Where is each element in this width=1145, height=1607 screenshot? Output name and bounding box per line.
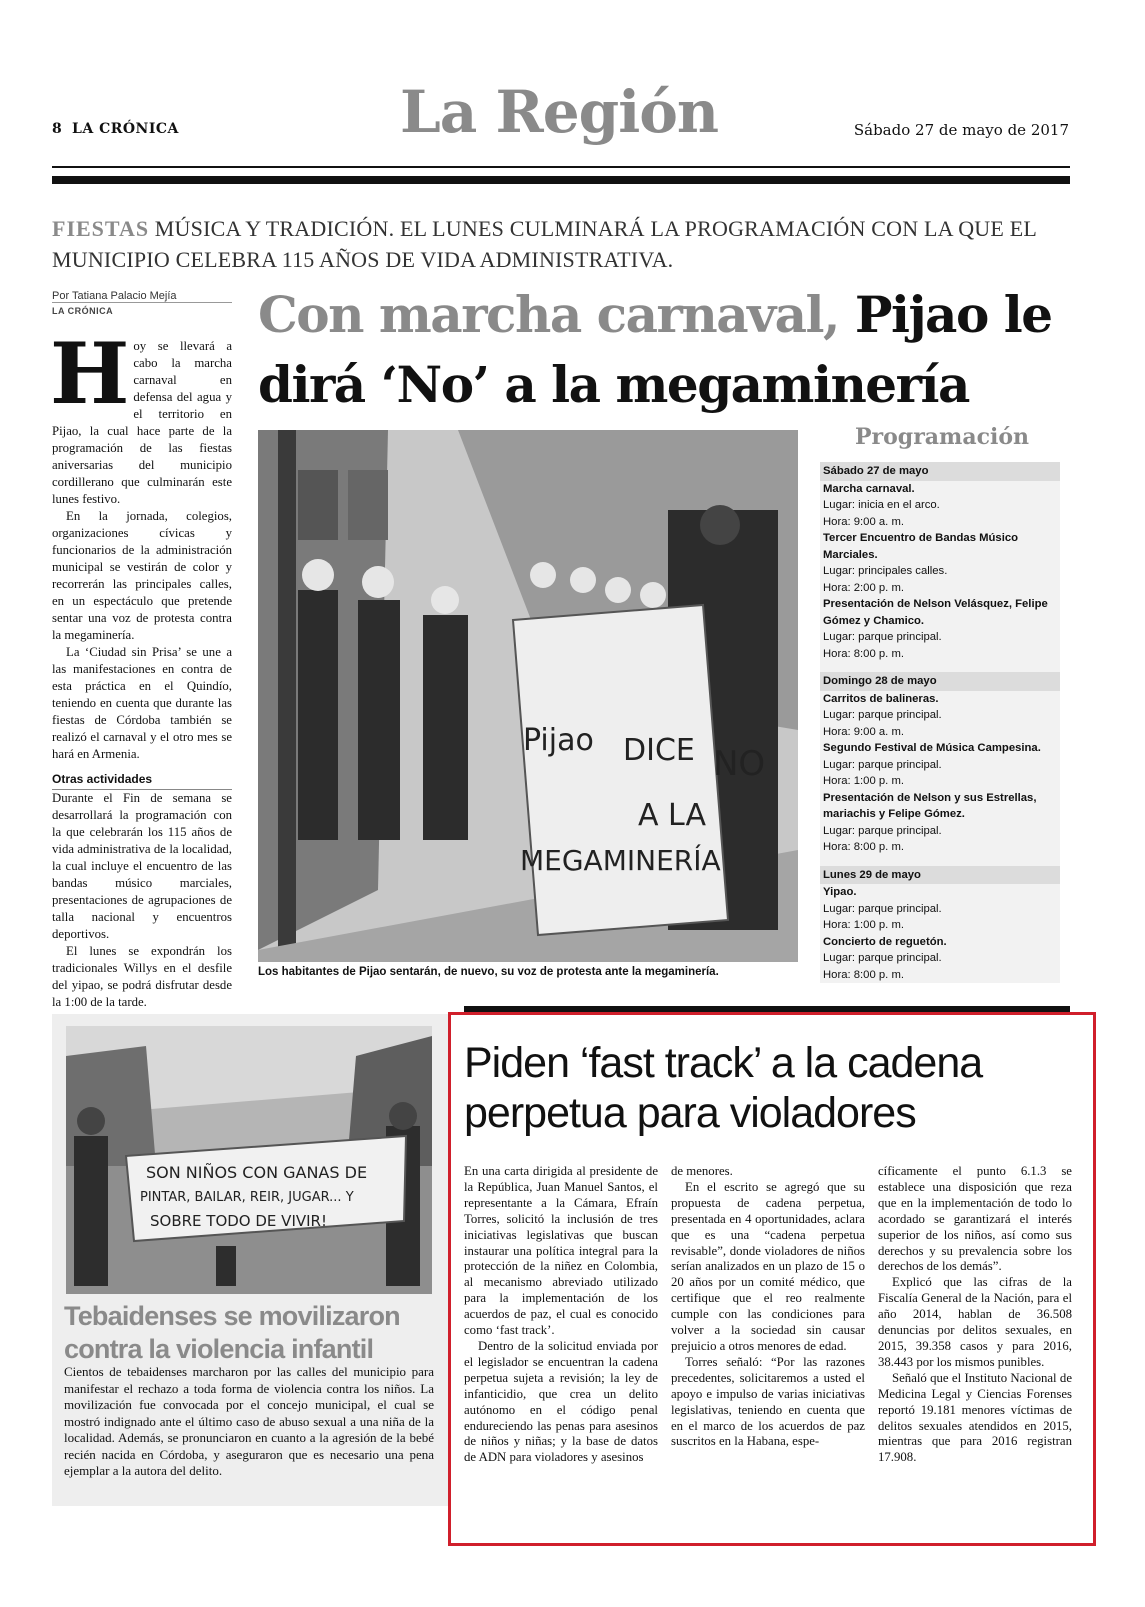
paragraph: En el escrito se agregó que su propuesta de cadena perpetua, presentada en 4 oportunidades, aclara que es una “cadena perpetua revisable”, donde violadores de niños serían analizados en un plazo de 15 o 20 años por un comité médico, que certifique que el reo realmente cumple con las condiciones para volver a la sociedad sin causar prejuicio a otros menores de edad. [671, 1179, 865, 1353]
program-detail: Hora: 1:00 p. m. [823, 775, 904, 787]
program-event: Tercer Encuentro de Bandas Músico Marciales. [823, 532, 1019, 561]
program-detail: Hora: 1:00 p. m. [823, 919, 904, 931]
paragraph: Señaló que el Instituto Nacional de Medicina Legal y Ciencias Forenses reportó 19.181 menores víctimas de delitos sexuales atendidos en 2015, mientras que para 2016 registran 17.908. [878, 1370, 1072, 1465]
program-detail: Lugar: parque principal. [823, 709, 942, 721]
photo1-banner-word-2: DICE [623, 733, 695, 768]
main-headline [258, 280, 1078, 420]
program-day: Domingo 28 de mayo [820, 672, 1060, 691]
program-event: Segundo Festival de Música Campesina. [823, 742, 1041, 754]
program-detail: Hora: 9:00 a. m. [823, 725, 904, 738]
issue-date: Sábado 27 de mayo de 2017 [853, 121, 1069, 139]
program-detail: Hora: 8:00 p. m. [823, 647, 904, 660]
march-photo-illustration [66, 1026, 432, 1294]
secondary-headline: Tebaidenses se movilizaron contra la violencia infantil [64, 1301, 400, 1364]
paragraph: El lunes se expondrán los tradicionales Willys en el desfile del yipao, se podrá disfrutar desde la 1:00 de la tarde. [52, 944, 232, 1009]
boxed-article-column-1 [464, 1164, 658, 1466]
program-detail: Lugar: parque principal. [823, 824, 942, 837]
kicker-text: MÚSICA Y TRADICIÓN. EL LUNES CULMINARÁ LA PROGRAMACIÓN CON LA QUE EL MUNICIPIO CELEBRA 115 AÑOS DE VIDA ADMINISTRATIVA. [52, 216, 1037, 272]
paragraph: cíficamente el punto 6.1.3 se establece una disposición que reza que en la implementación de todo lo acordado se garantizará el interés superior de los niños, así como sus derechos y su prevalencia sobre los derechos de los demás”. [878, 1164, 1072, 1274]
secondary-article-body: Cientos de tebaidenses marcharon por las calles del municipio para manifestar el rechazo a toda forma de violencia contra los niños. La movilización fue convocada por el concejo municipal, el cual se mostró indignado ante el último caso de abuso sexual a una niña de la localidad. Además, se pronunciaron en cuanto a la agresión de la bebé recién nacida en Córdoba, y aseguraron que es necesario una pena ejemplar a la autora del delito. [64, 1364, 434, 1478]
photo1-banner-word-4: A LA [638, 798, 706, 833]
boxed-article-column-2 [671, 1164, 865, 1450]
paragraph: En la jornada, colegios, organizaciones cívicas y funcionarios de la administración municipal se vestirán de color y recorrerán las principales calles, en un espectáculo que pretende sentar una voz de protesta contra la megaminería. [52, 509, 232, 642]
subheading: Otras actividades [52, 771, 232, 790]
page-number: 8 [52, 121, 62, 137]
program-day: Lunes 29 de mayo [820, 866, 1060, 885]
paragraph: En una carta dirigida al presidente de la República, Juan Manuel Santos, el representante a la Cámara, Efraín Torres, solicitó la inclusión de tres iniciativas legislativas que buscan instaurar una política integral para la protección de la niñez en Colombia, al mecanismo abreviado utilizado para la implementación de los acuerdos de paz, el cual es conocido como ‘fast track’. [464, 1164, 658, 1338]
photo1-banner-word-5: MEGAMINERÍA [520, 844, 721, 877]
main-article-body [50, 324, 232, 1011]
paragraph: de menores. [671, 1164, 733, 1178]
headline-black-part: Pijao le dirá ‘No’ a la megaminería [258, 285, 1052, 414]
program-event: Presentación de Nelson y sus Estrellas, mariachis y Felipe Gómez. [823, 791, 1037, 820]
boxed-headline: Piden ‘fast track’ a la cadena perpetua para violadores [464, 1039, 983, 1137]
paragraph: Durante el Fin de semana se desarrollará la programación con la que celebrarán los 115 años de vida administrativa de la localidad, la cual incluye el encuentro de las bandas músico marciales, presentaciones de agrupaciones de talla nacional y encuentros deportivos. [52, 791, 232, 941]
program-detail: Lugar: parque principal. [823, 952, 942, 964]
program-day: Sábado 27 de mayo [820, 462, 1060, 481]
newspaper-name: LA CRÓNICA [72, 121, 179, 137]
paragraph: Explicó que las cifras de la Fiscalía General de la Nación, para el año 2014, hablan de 36.508 denuncias por delitos sexuales, en 2015, 39.358 casos y para 2016, 38.443 por los mismos punibles. [878, 1275, 1072, 1369]
program-list [820, 462, 1060, 983]
drop-cap: H [50, 324, 130, 423]
program-detail: Hora: 8:00 p. m. [823, 841, 904, 853]
program-title: Programación [855, 424, 1029, 450]
program-detail: Lugar: parque principal. [823, 631, 942, 643]
paragraph: La ‘Ciudad sin Prisa’ se une a las manifestaciones en contra de esta práctica en el Quindío, teniendo en cuenta que durante las fiestas de Córdoba también se realizó el carnaval y el otro mes se hará en Armenia. [52, 645, 232, 761]
section-title: La Región [400, 78, 719, 146]
program-detail: Hora: 2:00 p. m. [823, 581, 904, 594]
header-rule-thick [52, 176, 1070, 184]
program-event: Yipao. [823, 886, 857, 898]
boxed-article-column-3 [878, 1164, 1072, 1466]
program-detail: Lugar: parque principal. [823, 902, 942, 915]
kicker [52, 213, 1082, 275]
program-event: Presentación de Nelson Velásquez, Felipe Gómez y Chamico. [823, 598, 1048, 627]
photo2-banner-line-2: PINTAR, BAILAR, REIR, JUGAR... Y [140, 1190, 354, 1205]
paragraph: Torres señaló: “Por las razones precedentes, solicitaremos a usted el apoyo e impulso de varias iniciativas legislativas, teniendo en cuenta que en el marco de los acuerdos de paz suscritos en la Habana, espe- [671, 1354, 865, 1449]
paragraph-text: oy se llevará a cabo la marcha carnaval en defensa del agua y el territorio en Pijao, la cual hace parte de la programación de las fiestas aniversarias del municipio cordillerano que culminarán este lunes festivo. [52, 339, 232, 506]
march-photo [66, 1026, 432, 1294]
photo2-banner-line-1: SON NIÑOS CON GANAS DE [146, 1163, 368, 1182]
byline-rule [52, 302, 232, 303]
program-event: Marcha carnaval. [823, 482, 915, 495]
byline-source: LA CRÓNICA [52, 306, 114, 316]
program-detail: Hora: 9:00 a. m. [823, 515, 904, 528]
paragraph: Dentro de la solicitud enviada por el legislador se encuentran la cadena perpetua sujeta a revisión; la ley de infanticidio, que crea un delito autónomo en el código penal endureciendo las penas para asesinos de niños y niñas; y la base de datos de ADN para violadores y asesinos [464, 1338, 658, 1465]
photo1-banner-word-1: Pijao [523, 723, 594, 758]
photo1-banner-word-3: NO [713, 744, 766, 784]
program-event: Concierto de reguetón. [823, 935, 947, 948]
program-event: Carritos de balineras. [823, 692, 939, 705]
program-detail: Lugar: parque principal. [823, 758, 942, 771]
headline-grey-part: Con marcha carnaval, [258, 285, 839, 344]
protest-photo-illustration [258, 430, 798, 962]
protest-photo [258, 430, 798, 962]
header-rule-thin [52, 166, 1070, 168]
paragraph [50, 324, 232, 508]
program-detail: Lugar: inicia en el arco. [823, 499, 940, 511]
kicker-keyword: FIESTAS [52, 216, 150, 241]
photo2-banner-line-3: SOBRE TODO DE VIVIR! [150, 1212, 327, 1230]
byline: Por Tatiana Palacio Mejía [52, 290, 177, 302]
program-detail: Lugar: principales calles. [823, 565, 948, 577]
program-detail: Hora: 8:00 p. m. [823, 968, 904, 981]
photo-caption: Los habitantes de Pijao sentarán, de nuevo, su voz de protesta ante la megaminería. [258, 966, 719, 978]
